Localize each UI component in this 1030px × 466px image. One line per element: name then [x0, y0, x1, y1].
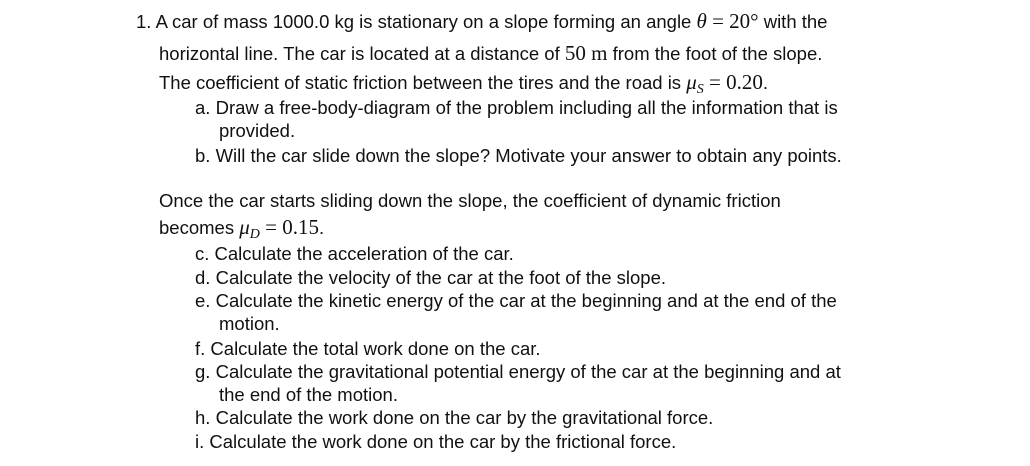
item-text: Calculate the acceleration of the car. — [214, 243, 514, 264]
problem-number: 1. — [136, 11, 152, 32]
list-item — [195, 430, 676, 455]
mu-static-value: = 0.20 — [703, 70, 763, 94]
list-item — [195, 360, 841, 385]
item-marker: d. — [195, 267, 211, 288]
item-text: Will the car slide down the slope? Motivate your answer to obtain any points. — [215, 145, 842, 166]
item-marker: f. — [195, 338, 206, 359]
item-marker: a. — [195, 97, 211, 118]
item-text: Calculate the total work done on the car. — [210, 338, 541, 359]
intro-text: A car of mass 1000.0 kg is stationary on a slope forming an angle — [155, 11, 697, 32]
item-marker: h. — [195, 407, 211, 428]
angle-value: 20° — [729, 9, 759, 33]
item-text: Calculate the work done on the car by the gravitational force. — [215, 407, 714, 428]
list-item — [195, 266, 666, 291]
list-item — [195, 289, 837, 314]
mu-subscript: D — [249, 227, 260, 242]
item-marker: c. — [195, 243, 210, 264]
list-item — [195, 406, 713, 431]
item-text: Calculate the work done on the car by the frictional force. — [209, 431, 677, 452]
problem-intro-line-3: The coefficient of static friction between the tires and the road is μS = 0.20. — [159, 70, 768, 97]
list-item — [195, 242, 514, 267]
list-item — [195, 96, 838, 121]
mu-symbol: μ — [239, 215, 250, 239]
item-marker: g. — [195, 361, 211, 382]
mu-symbol: μ — [686, 70, 697, 94]
distance-unit: m — [585, 41, 608, 65]
list-item — [195, 337, 541, 362]
list-item-continuation: provided. — [219, 120, 296, 141]
list-item — [195, 144, 842, 169]
list-item-continuation: the end of the motion. — [219, 384, 398, 405]
mu-subscript: S — [696, 82, 704, 97]
item-text: Calculate the gravitational potential energy of the car at the beginning and at — [215, 361, 841, 382]
item-marker: e. — [195, 290, 211, 311]
problem-intro-line-1: 1. A car of mass 1000.0 kg is stationary on a slope forming an angle θ = 20° with the — [136, 9, 828, 33]
list-item-continuation: motion. — [219, 313, 280, 334]
dynamic-line-1: Once the car starts sliding down the slope, the coefficient of dynamic friction — [159, 190, 781, 211]
item-marker: b. — [195, 145, 211, 166]
problem-intro-line-2: horizontal line. The car is located at a distance of 50 m from the foot of the slope. — [159, 41, 823, 65]
item-text: Calculate the kinetic energy of the car at the beginning and at the end of the — [215, 290, 837, 311]
theta-symbol: θ — [696, 9, 707, 33]
mu-dynamic-value: = 0.15 — [259, 215, 319, 239]
item-marker: i. — [195, 431, 205, 452]
distance-value: 50 — [564, 41, 586, 65]
item-text: Calculate the velocity of the car at the foot of the slope. — [215, 267, 667, 288]
dynamic-line-2: becomes μD = 0.15. — [159, 215, 325, 242]
item-text: Draw a free-body-diagram of the problem including all the information that is — [215, 97, 838, 118]
